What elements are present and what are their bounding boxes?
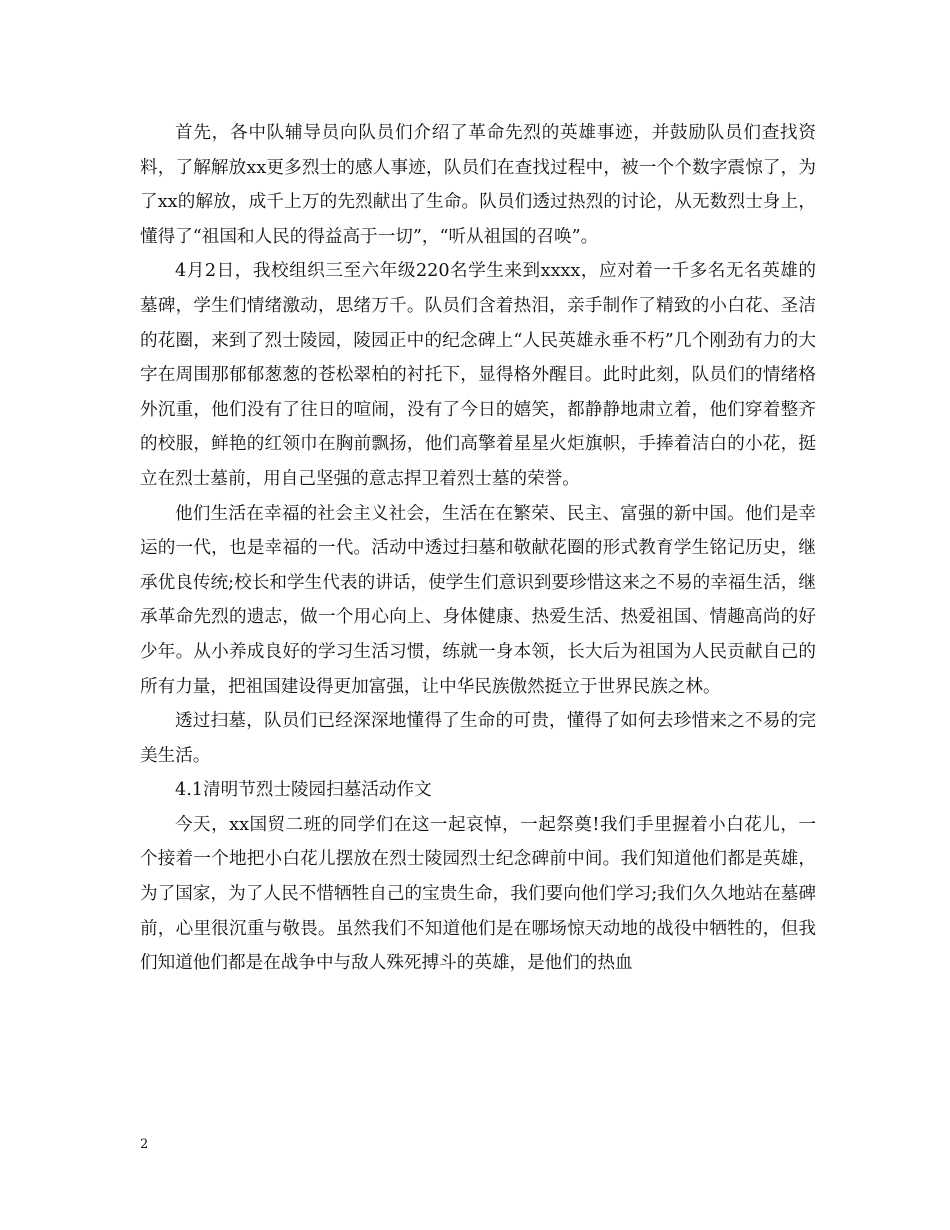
- paragraph-1: 首先，各中队辅导员向队员们介绍了革命先烈的英雄事迹，并鼓励队员们查找资料，了解解放xx更多烈士的感人事迹，队员们在查找过程中，被一个个数字震惊了，为了xx的解放，成千上万的先烈献出了生命。队员们透过热烈的讨论，从无数烈士身上，懂得了“祖国和人民的得益高于一切”，“听从祖国的召唤”。: [140, 123, 816, 247]
- document-body: [140, 116, 816, 981]
- paragraph-2: 4月2日，我校组织三至六年级220名学生来到xxxx，应对着一千多名无名英雄的墓碑，学生们情绪激动，思绪万千。队员们含着热泪，亲手制作了精致的小白花、圣洁的花圈，来到了烈士陵园，陵园正中的纪念碑上“人民英雄永垂不朽”几个刚劲有力的大字在周围那郁郁葱葱的苍松翠柏的衬托下，显得格外醒目。此时此刻，队员们的情绪格外沉重，他们没有了往日的喧闹，没有了今日的嬉笑，都静静地肃立着，他们穿着整齐的校服，鲜艳的红领巾在胸前飘扬，他们高擎着星星火炬旗帜，手捧着洁白的小花，挺立在烈士墓前，用自己坚强的意志捍卫着烈士墓的荣誉。: [140, 261, 816, 489]
- paragraph-4: 透过扫墓，队员们已经深深地懂得了生命的可贵，懂得了如何去珍惜来之不易的完美生活。: [140, 711, 816, 766]
- paragraph-5: 今天，xx国贸二班的同学们在这一起哀悼，一起祭奠!我们手里握着小白花儿，一个接着一个地把小白花儿摆放在烈士陵园烈士纪念碑前中间。我们知道他们都是英雄，为了国家，为了人民不惜牺牲自己的宝贵生命，我们要向他们学习;我们久久地站在墓碑前，心里很沉重与敬畏。虽然我们不知道他们是在哪场惊天动地的战役中牺牲的，但我们知道他们都是在战争中与敌人殊死搏斗的英雄，是他们的热血: [140, 814, 816, 974]
- paragraph-3: 他们生活在幸福的社会主义社会，生活在在繁荣、民主、富强的新中国。他们是幸运的一代，也是幸福的一代。活动中透过扫墓和敬献花圈的形式教育学生铭记历史，继承优良传统;校长和学生代表的讲话，使学生们意识到要珍惜这来之不易的幸福生活，继承革命先烈的遗志，做一个用心向上、身体健康、热爱生活、热爱祖国、情趣高尚的好少年。从小养成良好的学习生活习惯，练就一身本领，长大后为祖国为人民贡献自己的所有力量，把祖国建设得更加富强，让中华民族傲然挺立于世界民族之林。: [140, 503, 816, 697]
- section-heading: 4.1清明节烈士陵园扫墓活动作文: [175, 780, 432, 801]
- page-number: 2: [140, 1137, 149, 1152]
